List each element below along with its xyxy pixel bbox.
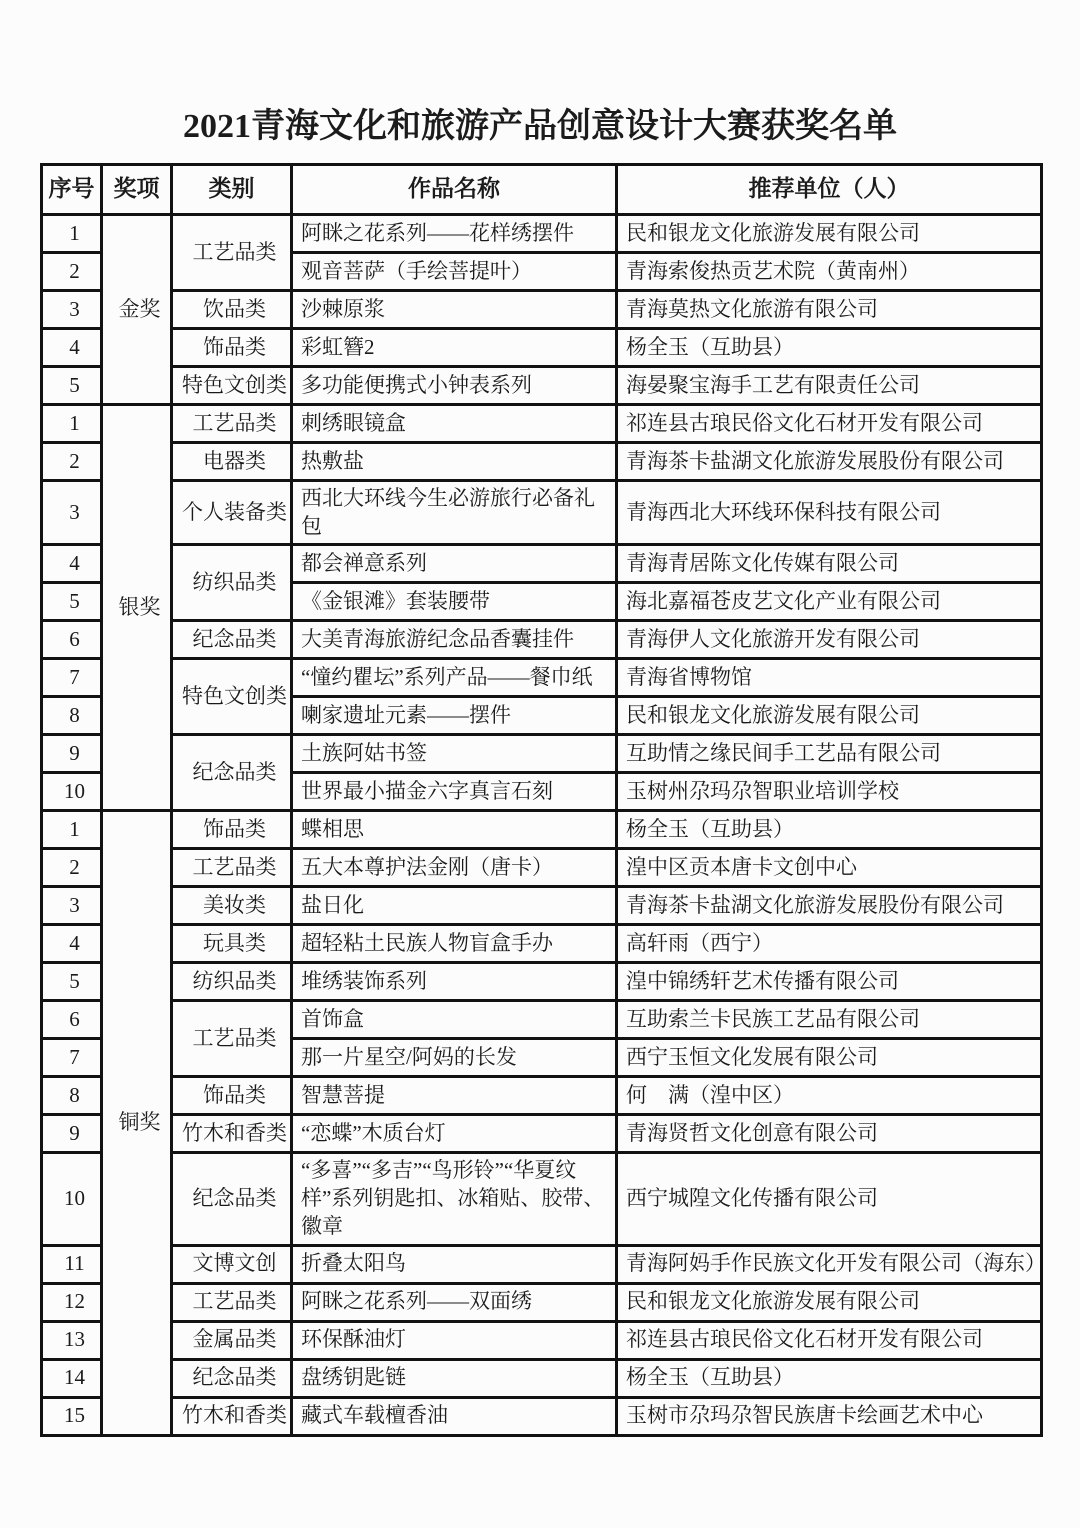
table-row (42, 481, 1042, 545)
category-cell: 工艺品类 (172, 849, 292, 887)
recommender-cell: 青海索俊热贡艺术院（黄南州） (617, 253, 1042, 291)
table-row (42, 1321, 1042, 1359)
serial-cell: 2 (42, 849, 102, 887)
category-cell: 文博文创 (172, 1245, 292, 1283)
awards-table (40, 163, 1046, 1437)
work-name-cell: 藏式车载檀香油 (292, 1397, 617, 1435)
recommender-cell: 青海茶卡盐湖文化旅游发展股份有限公司 (617, 443, 1042, 481)
category-cell: 饰品类 (172, 811, 292, 849)
category-cell: 纪念品类 (172, 1359, 292, 1397)
recommender-cell: 祁连县古琅民俗文化石材开发有限公司 (617, 1321, 1042, 1359)
serial-cell: 2 (42, 443, 102, 481)
table-row (42, 1397, 1042, 1435)
serial-cell: 10 (42, 773, 102, 811)
header-row (42, 165, 1042, 215)
recommender-cell: 杨全玉（互助县） (617, 329, 1042, 367)
work-name-cell: 五大本尊护法金刚（唐卡） (292, 849, 617, 887)
serial-cell: 3 (42, 887, 102, 925)
table-row (42, 811, 1042, 849)
serial-cell: 5 (42, 367, 102, 405)
work-name-cell: 阿眯之花系列——花样绣摆件 (292, 215, 617, 253)
award-cell-silver: 银奖 (102, 405, 172, 811)
recommender-cell: 互助情之缘民间手工艺品有限公司 (617, 735, 1042, 773)
serial-cell: 6 (42, 1001, 102, 1039)
serial-cell: 6 (42, 621, 102, 659)
work-name-cell: 堆绣装饰系列 (292, 963, 617, 1001)
recommender-cell: 湟中区贡本唐卡文创中心 (617, 849, 1042, 887)
recommender-cell: 青海茶卡盐湖文化旅游发展股份有限公司 (617, 887, 1042, 925)
work-name-cell: 蝶相思 (292, 811, 617, 849)
serial-cell: 11 (42, 1245, 102, 1283)
recommender-cell: 青海阿妈手作民族文化开发有限公司（海东） (617, 1245, 1042, 1283)
category-cell: 特色文创类 (172, 659, 292, 735)
serial-cell: 14 (42, 1359, 102, 1397)
work-name-cell: “恋蝶”木质台灯 (292, 1115, 617, 1153)
header-work-name: 作品名称 (292, 165, 617, 215)
table-row (42, 1359, 1042, 1397)
recommender-cell: 民和银龙文化旅游发展有限公司 (617, 215, 1042, 253)
category-cell: 金属品类 (172, 1321, 292, 1359)
recommender-cell: 青海莫热文化旅游有限公司 (617, 291, 1042, 329)
work-name-cell: 那一片星空/阿妈的长发 (292, 1039, 617, 1077)
recommender-cell: 玉树州尕玛尕智职业培训学校 (617, 773, 1042, 811)
recommender-cell: 玉树市尕玛尕智民族唐卡绘画艺术中心 (617, 1397, 1042, 1435)
table-row (42, 1115, 1042, 1153)
work-name-cell: 环保酥油灯 (292, 1321, 617, 1359)
table-row (42, 1153, 1042, 1245)
serial-cell: 9 (42, 735, 102, 773)
work-name-cell: “多喜”“多吉”“鸟形铃”“华夏纹样”系列钥匙扣、冰箱贴、胶带、徽章 (292, 1153, 617, 1245)
category-cell: 饮品类 (172, 291, 292, 329)
serial-cell: 5 (42, 583, 102, 621)
table-row (42, 963, 1042, 1001)
table-row (42, 887, 1042, 925)
recommender-cell: 湟中锦绣轩艺术传播有限公司 (617, 963, 1042, 1001)
table-row (42, 621, 1042, 659)
header-category: 类别 (172, 165, 292, 215)
category-cell: 纪念品类 (172, 735, 292, 811)
document-title: 2021青海文化和旅游产品创意设计大赛获奖名单 (183, 108, 897, 145)
work-name-cell: 刺绣眼镜盒 (292, 405, 617, 443)
work-name-cell: 观音菩萨（手绘菩提叶） (292, 253, 617, 291)
serial-cell: 15 (42, 1397, 102, 1435)
recommender-cell: 青海贤哲文化创意有限公司 (617, 1115, 1042, 1153)
serial-cell: 8 (42, 1077, 102, 1115)
recommender-cell: 青海西北大环线环保科技有限公司 (617, 481, 1042, 545)
table-row (42, 405, 1042, 443)
work-name-cell: 首饰盒 (292, 1001, 617, 1039)
work-name-cell: 盐日化 (292, 887, 617, 925)
recommender-cell: 互助索兰卡民族工艺品有限公司 (617, 1001, 1042, 1039)
work-name-cell: 阿眯之花系列——双面绣 (292, 1283, 617, 1321)
category-cell: 玩具类 (172, 925, 292, 963)
table-row (42, 925, 1042, 963)
recommender-cell: 祁连县古琅民俗文化石材开发有限公司 (617, 405, 1042, 443)
work-name-cell: “憧约瞿坛”系列产品——餐巾纸 (292, 659, 617, 697)
table-row (42, 215, 1042, 253)
header-serial: 序号 (42, 165, 102, 215)
category-cell: 工艺品类 (172, 405, 292, 443)
serial-cell: 12 (42, 1283, 102, 1321)
category-cell: 纺织品类 (172, 545, 292, 621)
category-cell: 纺织品类 (172, 963, 292, 1001)
recommender-cell: 何 满（湟中区） (617, 1077, 1042, 1115)
table-row (42, 545, 1042, 583)
category-cell: 工艺品类 (172, 1283, 292, 1321)
serial-cell: 1 (42, 405, 102, 443)
recommender-cell: 西宁玉恒文化发展有限公司 (617, 1039, 1042, 1077)
table-row (42, 659, 1042, 697)
work-name-cell: 世界最小描金六字真言石刻 (292, 773, 617, 811)
work-name-cell: 大美青海旅游纪念品香囊挂件 (292, 621, 617, 659)
work-name-cell: 盘绣钥匙链 (292, 1359, 617, 1397)
table-row (42, 1245, 1042, 1283)
serial-cell: 3 (42, 481, 102, 545)
work-name-cell: 喇家遗址元素——摆件 (292, 697, 617, 735)
work-name-cell: 智慧菩提 (292, 1077, 617, 1115)
category-cell: 工艺品类 (172, 215, 292, 291)
recommender-cell: 海晏聚宝海手工艺有限责任公司 (617, 367, 1042, 405)
table-row (42, 367, 1042, 405)
category-cell: 工艺品类 (172, 1001, 292, 1077)
recommender-cell: 青海青居陈文化传媒有限公司 (617, 545, 1042, 583)
recommender-cell: 杨全玉（互助县） (617, 1359, 1042, 1397)
table-row (42, 1001, 1042, 1039)
header-recommender: 推荐单位（人） (617, 165, 1042, 215)
work-name-cell: 土族阿姑书签 (292, 735, 617, 773)
category-cell: 纪念品类 (172, 621, 292, 659)
work-name-cell: 沙棘原浆 (292, 291, 617, 329)
work-name-cell: 都会禅意系列 (292, 545, 617, 583)
serial-cell: 1 (42, 811, 102, 849)
category-cell: 竹木和香类 (172, 1397, 292, 1435)
category-cell: 特色文创类 (172, 367, 292, 405)
serial-cell: 4 (42, 925, 102, 963)
table-row (42, 443, 1042, 481)
table-row (42, 735, 1042, 773)
serial-cell: 10 (42, 1153, 102, 1245)
table-row (42, 291, 1042, 329)
table-row (42, 329, 1042, 367)
serial-cell: 2 (42, 253, 102, 291)
category-cell: 饰品类 (172, 329, 292, 367)
work-name-cell: 多功能便携式小钟表系列 (292, 367, 617, 405)
serial-cell: 5 (42, 963, 102, 1001)
table-row (42, 1283, 1042, 1321)
category-cell: 竹木和香类 (172, 1115, 292, 1153)
table-row (42, 849, 1042, 887)
header-award: 奖项 (102, 165, 172, 215)
work-name-cell: 折叠太阳鸟 (292, 1245, 617, 1283)
award-cell-bronze: 铜奖 (102, 811, 172, 1435)
serial-cell: 9 (42, 1115, 102, 1153)
serial-cell: 7 (42, 659, 102, 697)
recommender-cell: 青海伊人文化旅游开发有限公司 (617, 621, 1042, 659)
work-name-cell: 《金银滩》套装腰带 (292, 583, 617, 621)
category-cell: 美妆类 (172, 887, 292, 925)
award-cell-gold: 金奖 (102, 215, 172, 405)
serial-cell: 7 (42, 1039, 102, 1077)
category-cell: 饰品类 (172, 1077, 292, 1115)
category-cell: 纪念品类 (172, 1153, 292, 1245)
work-name-cell: 超轻粘土民族人物盲盒手办 (292, 925, 617, 963)
recommender-cell: 杨全玉（互助县） (617, 811, 1042, 849)
serial-cell: 1 (42, 215, 102, 253)
serial-cell: 4 (42, 329, 102, 367)
table-row (42, 1077, 1042, 1115)
recommender-cell: 海北嘉福苍皮艺文化产业有限公司 (617, 583, 1042, 621)
serial-cell: 3 (42, 291, 102, 329)
category-cell: 电器类 (172, 443, 292, 481)
serial-cell: 13 (42, 1321, 102, 1359)
serial-cell: 4 (42, 545, 102, 583)
work-name-cell: 彩虹簪2 (292, 329, 617, 367)
recommender-cell: 民和银龙文化旅游发展有限公司 (617, 1283, 1042, 1321)
serial-cell: 8 (42, 697, 102, 735)
work-name-cell: 西北大环线今生必游旅行必备礼包 (292, 481, 617, 545)
work-name-cell: 热敷盐 (292, 443, 617, 481)
recommender-cell: 青海省博物馆 (617, 659, 1042, 697)
recommender-cell: 民和银龙文化旅游发展有限公司 (617, 697, 1042, 735)
recommender-cell: 高轩雨（西宁） (617, 925, 1042, 963)
recommender-cell: 西宁城隍文化传播有限公司 (617, 1153, 1042, 1245)
category-cell: 个人装备类 (172, 481, 292, 545)
